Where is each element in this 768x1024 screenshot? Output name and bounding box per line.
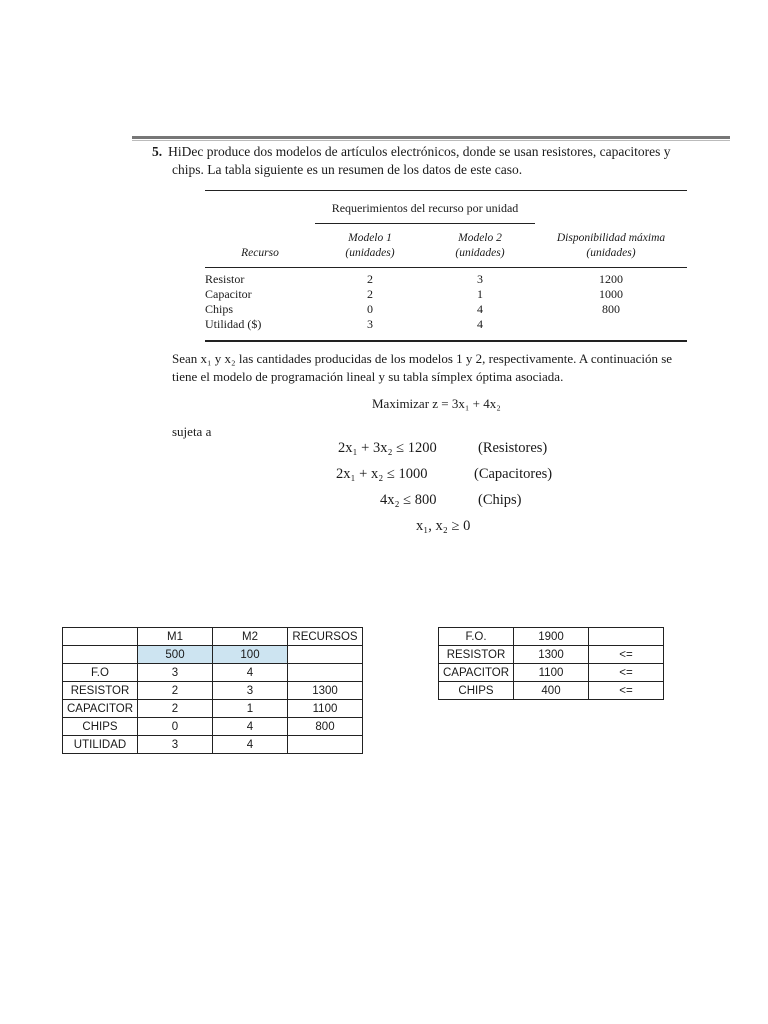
col-m1-b: (unidades) xyxy=(345,247,395,259)
col-m2-b: (unidades) xyxy=(455,247,505,259)
cell[interactable]: M1 xyxy=(138,628,213,646)
top-rule xyxy=(132,136,730,139)
col-disp-b: (unidades) xyxy=(586,247,636,259)
paragraph-line-1: Sean x₁ y x₂ las cantidades producidas de los modelos 1 y 2, respectivamente. A continuación se xyxy=(172,351,673,366)
cell[interactable]: 1 xyxy=(213,700,288,718)
constraint-expr: 2x₁ + 3x₂ ≤ 1200 xyxy=(338,440,437,456)
objective-function: Maximizar z = 3x₁ + 4x₂ xyxy=(372,396,501,411)
constraint-expr: x₁, x₂ ≥ 0 xyxy=(416,518,471,534)
cell[interactable]: 1100 xyxy=(288,700,363,718)
col-m2-a: Modelo 2 xyxy=(458,232,502,244)
sheet-row xyxy=(63,736,363,754)
constraint-label: (Capacitores) xyxy=(474,466,553,482)
cell[interactable]: 2 xyxy=(138,682,213,700)
sheet-right xyxy=(438,627,664,700)
cell[interactable]: M2 xyxy=(213,628,288,646)
cell[interactable]: CHIPS xyxy=(439,682,514,700)
sheet-row xyxy=(63,664,363,682)
group-header: Requerimientos del recurso por unidad xyxy=(331,201,519,215)
cell[interactable]: CHIPS xyxy=(63,718,138,736)
row-m1: 0 xyxy=(367,302,373,316)
cell[interactable]: 2 xyxy=(138,700,213,718)
cell[interactable] xyxy=(63,628,138,646)
cell[interactable] xyxy=(288,664,363,682)
cell[interactable]: 3 xyxy=(213,682,288,700)
data-table-header-row-2 xyxy=(205,246,687,261)
subject-to-label: sujeta a xyxy=(172,424,212,439)
col-m1-a: Modelo 1 xyxy=(348,232,392,244)
row-m1: 2 xyxy=(367,272,373,286)
constraint-label: (Chips) xyxy=(478,492,522,508)
row-name: Utilidad ($) xyxy=(205,317,262,331)
cell[interactable]: RESISTOR xyxy=(63,682,138,700)
cell[interactable]: 0 xyxy=(138,718,213,736)
cell[interactable]: 3 xyxy=(138,736,213,754)
cell[interactable]: 4 xyxy=(213,736,288,754)
cell[interactable]: 1300 xyxy=(514,646,589,664)
data-table-header-rule xyxy=(205,267,687,268)
row-m2: 3 xyxy=(477,272,483,286)
row-disp: 800 xyxy=(602,302,620,316)
cell[interactable]: F.O. xyxy=(439,628,514,646)
cell[interactable]: <= xyxy=(589,664,664,682)
cell[interactable]: 1300 xyxy=(288,682,363,700)
cell[interactable]: 4 xyxy=(213,664,288,682)
cell[interactable]: CAPACITOR xyxy=(439,664,514,682)
constraint-label: (Resistores) xyxy=(478,440,548,456)
table-row xyxy=(205,272,687,287)
row-disp xyxy=(535,317,687,332)
problem-number: 5. xyxy=(152,144,163,159)
constraint-expr: 4x₂ ≤ 800 xyxy=(380,492,437,508)
row-m1: 3 xyxy=(367,317,373,331)
sheet-left xyxy=(62,627,363,754)
table-row xyxy=(205,302,687,317)
cell[interactable] xyxy=(63,646,138,664)
paragraph-line-2: tiene el modelo de programación lineal y su tabla símplex óptima asociada. xyxy=(172,369,564,384)
constraint-expr: 2x₁ + x₂ ≤ 1000 xyxy=(336,466,428,482)
data-table-body xyxy=(205,272,687,332)
sheet-row xyxy=(439,664,664,682)
row-disp: 1200 xyxy=(599,272,623,286)
data-table-bottom-rule xyxy=(205,340,687,342)
top-rule-secondary xyxy=(132,140,730,141)
cell[interactable]: RECURSOS xyxy=(288,628,363,646)
cell[interactable] xyxy=(589,628,664,646)
sheet-row xyxy=(439,628,664,646)
sheet-row xyxy=(63,700,363,718)
model-paragraph xyxy=(172,350,732,386)
problem-statement xyxy=(152,143,732,179)
decision-cell-m1[interactable]: 500 xyxy=(138,646,213,664)
cell[interactable]: 800 xyxy=(288,718,363,736)
cell[interactable]: 400 xyxy=(514,682,589,700)
group-header-rule xyxy=(315,223,535,224)
col-disp-a: Disponibilidad máxima xyxy=(556,232,666,244)
row-m2: 4 xyxy=(477,302,483,316)
sheet-row xyxy=(439,682,664,700)
sheet-header-row xyxy=(63,628,363,646)
row-m2: 4 xyxy=(477,317,483,331)
cell[interactable]: UTILIDAD xyxy=(63,736,138,754)
problem-line-1: HiDec produce dos modelos de artículos electrónicos, donde se usan resistores, capacitores y xyxy=(168,144,671,159)
table-row xyxy=(205,287,687,302)
data-table-header-row xyxy=(205,231,687,246)
decision-cell-m2[interactable]: 100 xyxy=(213,646,288,664)
table-row xyxy=(205,317,687,332)
cell[interactable]: <= xyxy=(589,682,664,700)
row-m2: 1 xyxy=(477,287,483,301)
cell[interactable]: CAPACITOR xyxy=(63,700,138,718)
sheet-row xyxy=(63,718,363,736)
sheet-row xyxy=(63,682,363,700)
cell[interactable]: RESISTOR xyxy=(439,646,514,664)
cell[interactable]: 1100 xyxy=(514,664,589,682)
row-name: Capacitor xyxy=(205,287,252,301)
col-recurso: Recurso xyxy=(241,247,279,259)
cell[interactable]: 1900 xyxy=(514,628,589,646)
cell[interactable] xyxy=(288,736,363,754)
cell[interactable]: F.O xyxy=(63,664,138,682)
data-table xyxy=(205,190,687,342)
row-m1: 2 xyxy=(367,287,373,301)
sheet-row xyxy=(439,646,664,664)
row-disp: 1000 xyxy=(599,287,623,301)
cell[interactable]: 3 xyxy=(138,664,213,682)
problem-line-2: chips. La tabla siguiente es un resumen de los datos de este caso. xyxy=(172,162,523,177)
sheet-row xyxy=(63,646,363,664)
cell[interactable]: <= xyxy=(589,646,664,664)
row-name: Resistor xyxy=(205,272,245,286)
row-name: Chips xyxy=(205,302,234,316)
cell[interactable]: 4 xyxy=(213,718,288,736)
cell[interactable] xyxy=(288,646,363,664)
data-table-grid xyxy=(205,231,687,261)
